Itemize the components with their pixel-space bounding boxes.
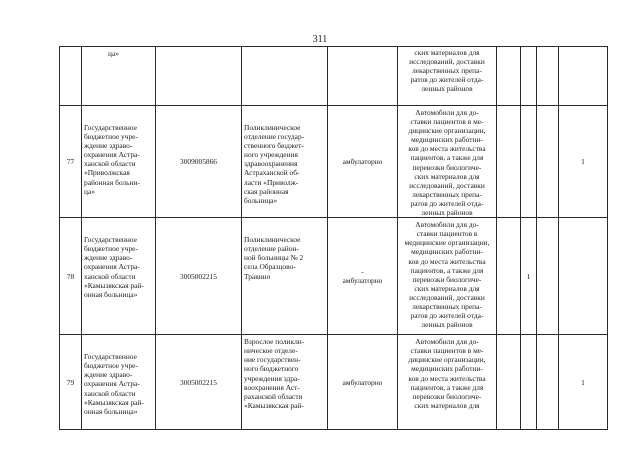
text-line: дицинские организации, bbox=[408, 126, 486, 136]
text-line: ков до места жительства bbox=[408, 256, 486, 266]
text-line: Государственное bbox=[84, 235, 137, 245]
text-line: «Приволжская bbox=[84, 168, 130, 178]
text-line: охранения Астра- bbox=[84, 150, 140, 160]
table-row bbox=[60, 47, 608, 106]
quantity-cell bbox=[559, 218, 608, 335]
text-line: районная больни- bbox=[84, 177, 140, 187]
subdivision-cell bbox=[242, 47, 328, 106]
text-line: ских материалов для bbox=[414, 400, 480, 410]
text-line: отделение государ- bbox=[244, 132, 305, 142]
vehicle-purpose-cell bbox=[398, 106, 497, 218]
text-line: Взрослое поликли- bbox=[244, 337, 305, 347]
text-line: ждение здраво- bbox=[84, 253, 133, 263]
text-line: ских материалов для bbox=[414, 171, 480, 181]
care-form bbox=[328, 335, 398, 430]
text-line: ной больницы № 2 bbox=[244, 253, 304, 263]
text-line: исследований, доставки bbox=[409, 292, 485, 302]
text-line: ская районная bbox=[244, 186, 289, 196]
text-line: пациентов, а также для bbox=[410, 153, 484, 163]
quantity-cell bbox=[497, 47, 521, 106]
care-form bbox=[328, 218, 398, 335]
form-label: амбулаторно bbox=[342, 276, 383, 286]
quantity-cell bbox=[521, 106, 537, 218]
text-line: ного учреждения bbox=[244, 150, 298, 160]
quantity-cell: 1 bbox=[559, 335, 608, 430]
text-line: раханской области bbox=[244, 391, 303, 401]
text-line: ханской области bbox=[84, 159, 136, 169]
text-line: ждение здраво- bbox=[84, 141, 133, 151]
text-line: онная больница» bbox=[84, 289, 138, 299]
organization-cell bbox=[82, 218, 156, 335]
text-line: села Образцово- bbox=[244, 262, 296, 272]
text-line: больница» bbox=[244, 195, 278, 205]
organization-cell bbox=[82, 106, 156, 218]
quantity-cell bbox=[497, 106, 521, 218]
text-line: ние государствен- bbox=[244, 355, 301, 365]
quantity-cell bbox=[537, 47, 559, 106]
quantity-cell bbox=[521, 47, 537, 106]
text-line: перевозки биологиче- bbox=[412, 162, 482, 172]
text-line: дицинские организации, bbox=[408, 355, 486, 365]
row-number bbox=[60, 47, 82, 106]
text-line: исследований, доставки bbox=[409, 180, 485, 190]
vehicle-purpose-cell bbox=[398, 335, 497, 430]
text-line: онная больница» bbox=[84, 406, 138, 416]
vehicle-purpose-cell bbox=[398, 218, 497, 335]
text-line: Астраханской об- bbox=[244, 168, 300, 178]
row-number: 78 bbox=[60, 218, 82, 335]
text-line: перевозки биологиче- bbox=[412, 391, 482, 401]
organization-cell bbox=[82, 335, 156, 430]
text-line: Государственное bbox=[84, 123, 137, 132]
inn-code: 3009005866 bbox=[156, 106, 242, 218]
text-line: бюджетное учре- bbox=[84, 132, 138, 142]
text-line: пациентов, а также для bbox=[410, 265, 484, 275]
text-line: воохранения Аст- bbox=[244, 382, 300, 392]
text-line: охранения Астра- bbox=[84, 379, 140, 389]
quantity-cell bbox=[537, 218, 559, 335]
row-number: 77 bbox=[60, 106, 82, 218]
quantity-cell: 1 bbox=[521, 218, 537, 335]
table-row bbox=[60, 218, 608, 335]
text-line: Государственное bbox=[84, 352, 137, 362]
text-line: медицинских работни- bbox=[411, 247, 483, 257]
text-line: Поликлиническое bbox=[244, 235, 301, 245]
text-line: лекарственных препа- bbox=[412, 189, 482, 199]
text-line: ратов до жителей отда- bbox=[410, 75, 484, 85]
quantity-cell bbox=[537, 335, 559, 430]
text-line: ническое отделе- bbox=[244, 346, 298, 356]
quantity-cell bbox=[559, 47, 608, 106]
text-line: Автомобили для до- bbox=[415, 220, 479, 230]
text-line: лекарственных препа- bbox=[412, 301, 482, 311]
text-line: ков до места жительства bbox=[408, 373, 486, 383]
text-line: медицинских работни- bbox=[411, 135, 483, 145]
text-line: ца» bbox=[108, 49, 119, 58]
form-label: амбулаторно bbox=[342, 377, 383, 387]
subdivision-cell bbox=[242, 218, 328, 335]
text-line: Автомобили для до- bbox=[415, 108, 479, 117]
text-line: ханской области bbox=[84, 271, 136, 281]
text-line: ратов до жителей отда- bbox=[410, 311, 484, 321]
data-table bbox=[59, 46, 608, 430]
text-line: ждение здраво- bbox=[84, 370, 133, 380]
form-label: амбулаторно bbox=[342, 157, 383, 167]
text-line: медицинские организации, bbox=[404, 238, 490, 248]
quantity-cell bbox=[497, 335, 521, 430]
text-line: ставки пациентов в ме- bbox=[410, 117, 484, 127]
text-line: ставки пациентов в ме- bbox=[410, 346, 484, 356]
text-line: «Камызякская рай- bbox=[84, 280, 144, 290]
page-number: 311 bbox=[312, 34, 328, 45]
text-line: ставки пациентов в bbox=[416, 229, 478, 239]
text-line: «Камызякская рай- bbox=[244, 400, 304, 410]
text-line: исследований, доставки bbox=[409, 57, 485, 67]
inn-code: 3005002215 bbox=[156, 218, 242, 335]
text-line: медицинских работни- bbox=[411, 364, 483, 374]
care-form bbox=[328, 106, 398, 218]
text-line: пациентов, а также для bbox=[410, 382, 484, 392]
vehicle-purpose-cell bbox=[398, 47, 497, 106]
quantity-cell bbox=[537, 106, 559, 218]
text-line: ков до места жительства bbox=[408, 144, 486, 154]
text-line: лекарственных препа- bbox=[412, 66, 482, 76]
table-row bbox=[60, 335, 608, 430]
table-row bbox=[60, 106, 608, 218]
text-line: здравоохранения bbox=[244, 159, 298, 169]
text-line: ного бюджетного bbox=[244, 364, 299, 374]
care-form bbox=[328, 47, 398, 106]
text-line: Травино bbox=[244, 271, 271, 281]
text-line: ханской области bbox=[84, 388, 136, 398]
text-line: ственного бюджет- bbox=[244, 141, 304, 151]
inn-code: 3005002215 bbox=[156, 335, 242, 430]
text-line: отделение район- bbox=[244, 244, 299, 254]
quantity-cell bbox=[521, 335, 537, 430]
organization-cell bbox=[82, 47, 156, 106]
text-line: ласти «Приволж- bbox=[244, 177, 299, 187]
text-line: бюджетное учре- bbox=[84, 361, 138, 371]
text-line: ленных районов bbox=[421, 320, 473, 330]
subdivision-cell bbox=[242, 335, 328, 430]
text-line: охранения Астра- bbox=[84, 262, 140, 272]
text-line: ленных районов bbox=[421, 84, 473, 94]
form-mark: - bbox=[361, 267, 364, 277]
row-number: 79 bbox=[60, 335, 82, 430]
quantity-cell bbox=[497, 218, 521, 335]
text-line: «Камызякская рай- bbox=[84, 397, 144, 407]
inn-code bbox=[156, 47, 242, 106]
text-line: учреждения здра- bbox=[244, 373, 300, 383]
text-line: ца» bbox=[84, 186, 95, 196]
text-line: Поликлиническое bbox=[244, 123, 301, 132]
text-line: ратов до жителей отда- bbox=[410, 198, 484, 208]
text-line: ских материалов для bbox=[414, 283, 480, 293]
text-line: Автомобили для до- bbox=[415, 337, 479, 347]
text-line: перевозки биологиче- bbox=[412, 274, 482, 284]
text-line: ских материалов для bbox=[414, 48, 480, 57]
subdivision-cell bbox=[242, 106, 328, 218]
quantity-cell: 1 bbox=[559, 106, 608, 218]
text-line: бюджетное учре- bbox=[84, 244, 138, 254]
text-line: ленных районов bbox=[421, 208, 473, 218]
